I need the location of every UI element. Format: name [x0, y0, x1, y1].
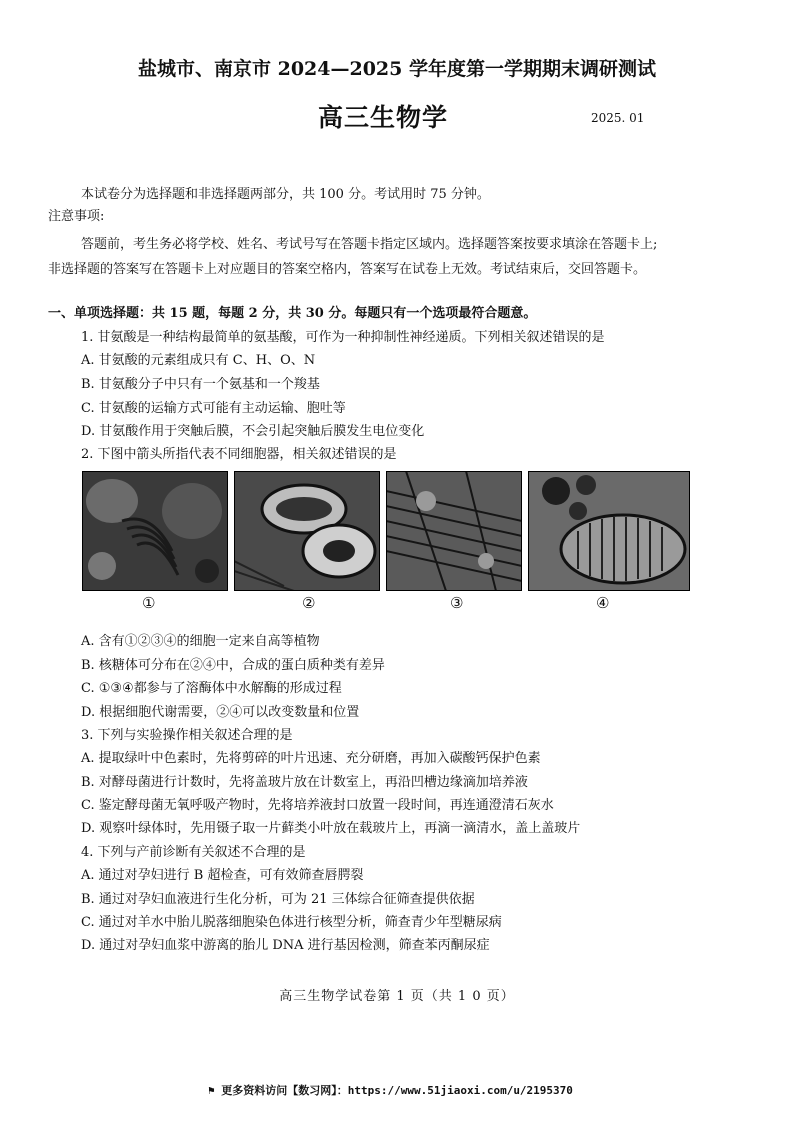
micrograph-4 — [528, 471, 690, 591]
q2-stem: 2. 下图中箭头所指代表不同细胞器，相关叙述错误的是 — [81, 447, 397, 462]
resource-link-text: 更多资料访问【数习网】：https://www.51jiaoxi.com/u/2195370 — [221, 1084, 573, 1097]
micrograph-2 — [234, 471, 380, 591]
q3-option-a: A. 提取绿叶中色素时，先将剪碎的叶片迅速、充分研磨，再加入碳酸钙保护色素 — [81, 751, 541, 766]
section-heading: 一、单项选择题：共 15 题，每题 2 分，共 30 分。每题只有一个选项最符合题意。 — [48, 306, 537, 321]
q1-option-d: D. 甘氨酸作用于突触后膜，不会引起突触后膜发生电位变化 — [81, 424, 425, 439]
q4-stem: 4. 下列与产前诊断有关叙述不合理的是 — [81, 845, 306, 860]
exam-date: 2025. 01 — [591, 111, 645, 125]
subject-title: 高三生物学 — [318, 103, 449, 132]
intro-line-3: 非选择题的答案写在答题卡上对应题目的答案空格内，答案写在试卷上无效。考试结束后，交回答题卡。 — [48, 262, 647, 277]
q3-option-b: B. 对酵母菌进行计数时，先将盖玻片放在计数室上，再沿凹槽边缘滴加培养液 — [81, 775, 528, 790]
resource-link[interactable] — [208, 1082, 573, 1098]
intro-line-2: 答题前，考生务必将学校、姓名、考试号写在答题卡指定区域内。选择题答案按要求填涂在答题卡上; — [81, 237, 658, 252]
micrograph-caption-2: ② — [302, 594, 316, 612]
q3-stem: 3. 下列与实验操作相关叙述合理的是 — [81, 728, 293, 743]
q2-option-b: B. 核糖体可分布在②④中，合成的蛋白质种类有差异 — [81, 658, 385, 673]
exam-title: 盐城市、南京市 2024—2025 学年度第一学期期末调研测试 — [138, 58, 656, 80]
q3-option-d: D. 观察叶绿体时，先用镊子取一片藓类小叶放在载玻片上，再滴一滴清水，盖上盖玻片 — [81, 821, 581, 836]
q1-option-c: C. 甘氨酸的运输方式可能有主动运输、胞吐等 — [81, 401, 346, 416]
notes-label: 注意事项: — [48, 209, 105, 224]
page-footer: 高三生物学试卷第 1 页（共 1 0 页） — [279, 989, 515, 1004]
flag-icon: ⚑ — [208, 1084, 215, 1097]
intro-line-1: 本试卷分为选择题和非选择题两部分，共 100 分。考试用时 75 分钟。 — [81, 187, 490, 202]
micrograph-caption-1: ① — [142, 594, 156, 612]
q2-option-a: A. 含有①②③④的细胞一定来自高等植物 — [81, 634, 320, 649]
q4-option-d: D. 通过对孕妇血浆中游离的胎儿 DNA 进行基因检测，筛查苯丙酮尿症 — [81, 938, 490, 953]
micrograph-1 — [82, 471, 228, 591]
q3-option-c: C. 鉴定酵母菌无氧呼吸产物时，先将培养液封口放置一段时间，再连通澄清石灰水 — [81, 798, 554, 813]
q4-option-c: C. 通过对羊水中胎儿脱落细胞染色体进行核型分析，筛查青少年型糖尿病 — [81, 915, 502, 930]
micrograph-3 — [386, 471, 522, 591]
q1-stem: 1. 甘氨酸是一种结构最简单的氨基酸，可作为一种抑制性神经递质。下列相关叙述错误的是 — [81, 330, 605, 345]
q2-option-c: C. ①③④都参与了溶酶体中水解酶的形成过程 — [81, 681, 342, 696]
micrograph-caption-4: ④ — [596, 594, 610, 612]
q4-option-a: A. 通过对孕妇进行 B 超检查，可有效筛查唇腭裂 — [81, 868, 364, 883]
micrograph-caption-3: ③ — [450, 594, 464, 612]
q1-option-b: B. 甘氨酸分子中只有一个氨基和一个羧基 — [81, 377, 320, 392]
q1-option-a: A. 甘氨酸的元素组成只有 C、H、O、N — [81, 353, 316, 368]
q4-option-b: B. 通过对孕妇血液进行生化分析，可为 21 三体综合征筛查提供依据 — [81, 892, 475, 907]
q2-option-d: D. 根据细胞代谢需要，②④可以改变数量和位置 — [81, 705, 360, 720]
